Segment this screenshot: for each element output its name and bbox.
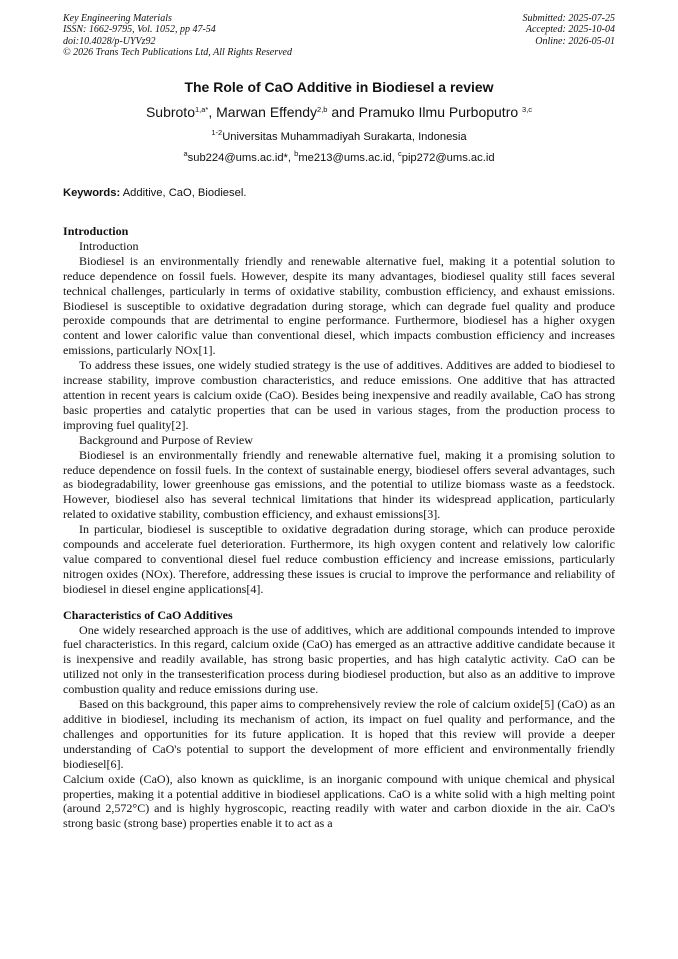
paragraph: One widely researched approach is the use of additives, which are additional compounds intended to improve fuel characteristics. In this regard, calcium oxide (CaO) has emerged as an attractive additive candidate because it is inexpensive and readily available, has strong basic properties, and has high catalytic activity. CaO can be utilized not only in the transesterification process during biodiesel production, but also as an additive to improve combustion quality and reduce emissions during use. bbox=[63, 622, 615, 697]
journal-doi: doi:10.4028/p-UYVz92 bbox=[63, 35, 156, 47]
paper-title: The Role of CaO Additive in Biodiesel a review bbox=[184, 79, 494, 95]
paragraph: Background and Purpose of Review bbox=[79, 432, 253, 447]
section-heading: Introduction bbox=[63, 224, 129, 238]
author-name: Marwan Effendy bbox=[216, 104, 318, 120]
submitted-date: Submitted: 2025-07-25 bbox=[522, 13, 615, 24]
journal-issn: ISSN: 1662-9795, Vol. 1052, pp 47-54 bbox=[63, 24, 216, 36]
journal-copyright: © 2026 Trans Tech Publications Ltd, All Rights Reserved bbox=[63, 47, 292, 59]
accepted-date: Accepted: 2025-10-04 bbox=[525, 24, 615, 36]
email-link[interactable]: pip272@ums.ac.id bbox=[401, 152, 495, 164]
author-name: Subroto bbox=[145, 104, 195, 120]
submission-dates bbox=[523, 13, 616, 47]
journal-info bbox=[63, 13, 292, 59]
email-mark: b bbox=[294, 149, 299, 158]
keywords-text: Additive, CaO, Biodiesel. bbox=[120, 187, 247, 199]
paragraph: Biodiesel is an environmentally friendly and renewable alternative fuel, making it a potential solution to reduce dependence on fossil fuels. However, despite its many advantages, biodiesel quality still faces several technical challenges, particularly in terms of oxidative stability, combustion efficiency, and exhaust emissions. Biodiesel is susceptible to oxidative degradation during storage, which can degrade fuel quality and produce peroxide compounds that are detrimental to engine performance. Furthermore, biodiesel has a higher oxygen content and lower calorific value than conventional diesel, which impacts combustion efficiency and increases emissions, particularly NOx[1]. bbox=[63, 253, 615, 358]
affiliation bbox=[0, 128, 678, 143]
author-list bbox=[0, 104, 678, 120]
paragraph: To address these issues, one widely studied strategy is the use of additives. Additives are added to biodiesel to increase stability, improve combustion characteristics, and reduce emissions. One additive that has attracted attention in recent years is calcium oxide (CaO). Besides being inexpensive and readily available, CaO has strong basic properties and catalytic properties that can be used in various stages, from the production process to improving fuel quality[2]. bbox=[63, 358, 615, 432]
paragraph: Based on this background, this paper aims to comprehensively review the role of calcium oxide[5] (CaO) as an additive in biodiesel, including its mechanism of action, its impact on fuel quality and performance, and the challenges and opportunities for its future application. It is hoped that this review will provide a deeper understanding of CaO's potential to support the development of more efficient and environmentally friendly biodiesel[6]. bbox=[63, 697, 615, 771]
email-mark: a bbox=[183, 149, 188, 158]
email-link[interactable]: sub224@ums.ac.id*, bbox=[187, 152, 295, 164]
online-date: Online: 2026-05-01 bbox=[535, 35, 615, 47]
email-mark: c bbox=[397, 149, 402, 158]
author-affiliation-mark: 2,b bbox=[317, 105, 328, 114]
author-name: Pramuko Ilmu Purboputro bbox=[358, 104, 523, 120]
keywords-label: Keywords: bbox=[63, 187, 121, 199]
author-separator: , bbox=[208, 104, 217, 120]
paper-body bbox=[63, 224, 615, 831]
author-affiliation-mark: 1,a* bbox=[195, 105, 209, 114]
affiliation-mark: 1-2 bbox=[211, 128, 223, 137]
affiliation-text: Universitas Muhammadiyah Surakarta, Indonesia bbox=[222, 131, 467, 143]
paragraph: Introduction bbox=[79, 238, 139, 253]
email-link[interactable]: me213@ums.ac.id, bbox=[298, 152, 398, 164]
paragraph: Calcium oxide (CaO), also known as quicklime, is an inorganic compound with unique chemical and physical properties, making it a potential additive in biodiesel applications. CaO is a white solid with a high melting point (around 2,572°C) and is highly hygroscopic, reacting readily with water and carbon dioxide in the air. CaO's strong basic (strong base) properties enable it to act as a bbox=[63, 771, 615, 831]
journal-name: Key Engineering Materials bbox=[63, 13, 172, 24]
author-separator: and bbox=[327, 104, 359, 120]
paragraph: Biodiesel is an environmentally friendly and renewable alternative fuel, making it a promising solution to reduce dependence on fossil fuels. In the context of sustainable energy, biodiesel offers several advantages, such as biodegradability, lower greenhouse gas emissions, and the potential to utilize biomass waste as a feedstock. However, biodiesel also has several technical limitations that hinder its widespread application, particularly related to oxidative stability, combustion efficiency, and exhaust emissions[3]. bbox=[63, 447, 615, 522]
section-heading: Characteristics of CaO Additives bbox=[63, 607, 233, 622]
author-emails bbox=[0, 149, 678, 164]
paragraph: In particular, biodiesel is susceptible to oxidative degradation during storage, which can produce peroxide compounds and accelerate fuel deterioration. Furthermore, its high oxygen content and relatively low calorific value compared to conventional diesel fuel reduce combustion efficiency and increase emissions, particularly nitrogen oxides (NOx). Therefore, addressing these issues is crucial to improve the performance and reliability of biodiesel in diesel engine applications[4]. bbox=[63, 522, 615, 596]
keywords bbox=[63, 187, 246, 199]
author-affiliation-mark: 3,c bbox=[522, 105, 533, 114]
